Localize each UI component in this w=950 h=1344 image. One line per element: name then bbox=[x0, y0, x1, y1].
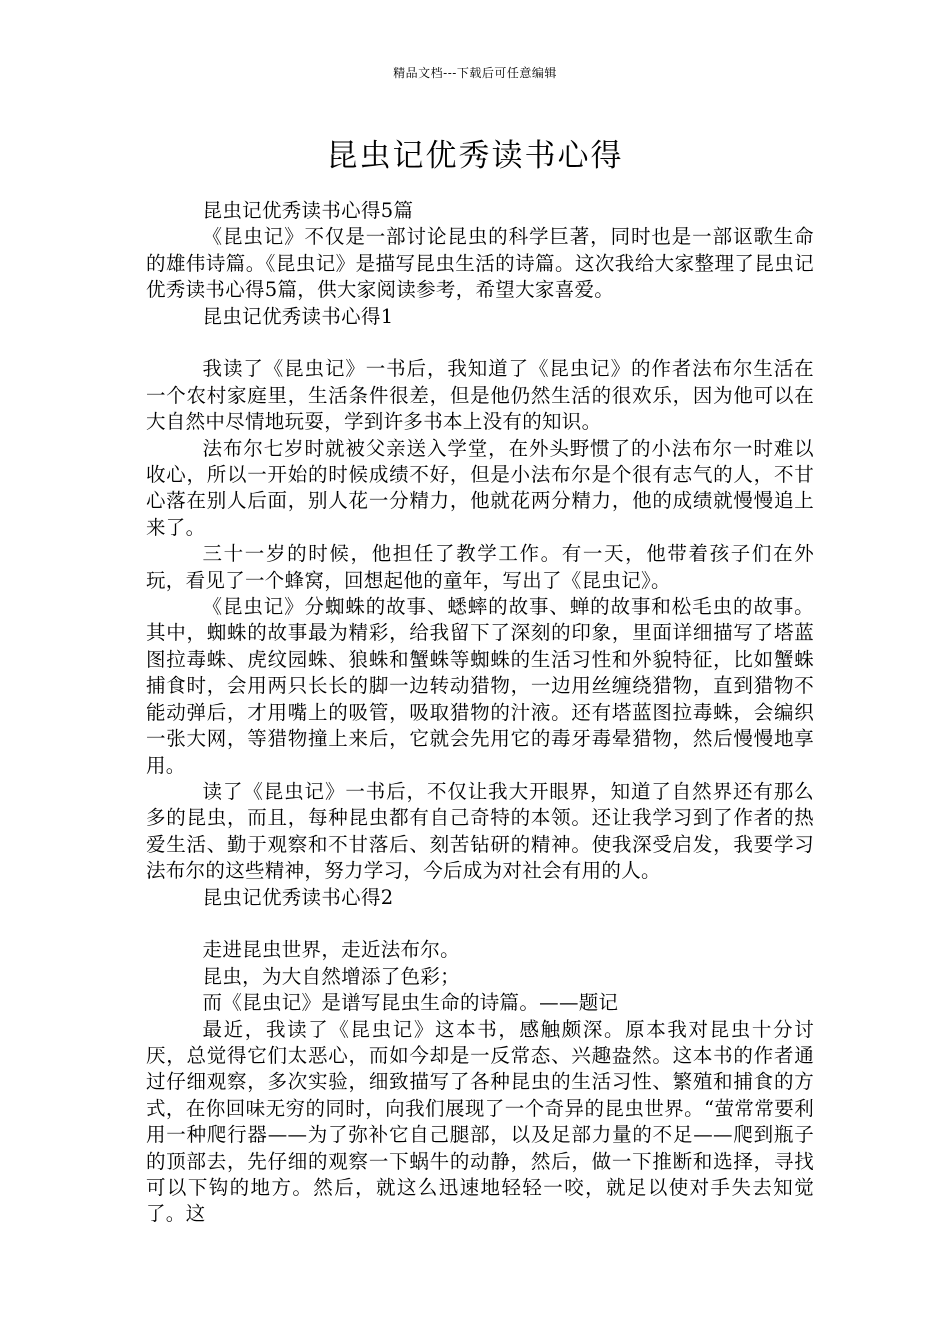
page-header-note: 精品文档---下载后可任意编辑 bbox=[393, 66, 557, 80]
paragraph: 《昆虫记》分蜘蛛的故事、蟋蟀的故事、蝉的故事和松毛虫的故事。其中，蜘蛛的故事最为精彩，给我留下了深刻的印象，里面详细描写了塔蓝图拉毒蛛、虎纹园蛛、狼蛛和蟹蛛等蜘蛛的生活习性和外貌特征，比如蟹蛛捕食时，会用两只长长的脚一边转动猎物，一边用丝缠绕猎物，直到猎物不能动弹后，才用嘴上的吸管，吸取猎物的汁液。还有塔蓝图拉毒蛛，会编织一张大网，等猎物撞上来后，它就会先用它的毒牙毒晕猎物，然后慢慢地享用。 bbox=[146, 595, 814, 777]
blank-line bbox=[146, 911, 814, 937]
blank-line bbox=[146, 330, 814, 356]
paragraph: 读了《昆虫记》一书后，不仅让我大开眼界，知道了自然界还有那么多的昆虫，而且，每种昆虫都有自己奇特的本领。还让我学习到了作者的热爱生活、勤于观察和不甘落后、刻苦钻研的精神。使我深受启发，我要学习法布尔的这些精神，努力学习，今后成为对社会有用的人。 bbox=[146, 779, 814, 883]
paragraph: 昆虫，为大自然增添了色彩； bbox=[202, 964, 460, 988]
intro-paragraph: 《昆虫记》不仅是一部讨论昆虫的科学巨著，同时也是一部讴歌生命的雄伟诗篇。《昆虫记》是描写昆虫生活的诗篇。这次我给大家整理了昆虫记优秀读书心得5篇，供大家阅读参考，希望大家喜爱。 bbox=[146, 225, 814, 302]
document-body bbox=[146, 198, 814, 1228]
paragraph: 我读了《昆虫记》一书后，我知道了《昆虫记》的作者法布尔生活在一个农村家庭里，生活条件很差，但是他仍然生活的很欢乐，因为他可以在大自然中尽情地玩耍，学到许多书本上没有的知识。 bbox=[146, 357, 814, 434]
section-heading-1: 昆虫记优秀读书心得1 bbox=[202, 304, 394, 328]
paragraph: 最近，我读了《昆虫记》这本书，感触颇深。原本我对昆虫十分讨厌，总觉得它们太恶心，而如今却是一反常态、兴趣盎然。这本书的作者通过仔细观察，多次实验，细致描写了各种昆虫的生活习性、繁殖和捕食的方式，在你回味无穷的同时，向我们展现了一个奇异的昆虫世界。“萤常常要利用一种爬行器——为了弥补它自己腿部，以及足部力量的不足——爬到瓶子的顶部去，先仔细的观察一下蜗牛的动静，然后，做一下推断和选择，寻找可以下钩的地方。然后，就这么迅速地轻轻一咬，就足以使对手失去知觉了。这 bbox=[146, 1017, 814, 1226]
intro-heading: 昆虫记优秀读书心得5篇 bbox=[202, 199, 414, 222]
paragraph: 法布尔七岁时就被父亲送入学堂，在外头野惯了的小法布尔一时难以收心，所以一开始的时候成绩不好，但是小法布尔是个很有志气的人，不甘心落在别人后面，别人花一分精力，他就花两分精力，他的成绩就慢慢追上来了。 bbox=[146, 436, 814, 539]
epigraph: 而《昆虫记》是谱写昆虫生命的诗篇。——题记 bbox=[202, 991, 619, 1015]
section-heading-2: 昆虫记优秀读书心得2 bbox=[202, 885, 394, 909]
document-title: 昆虫记优秀读书心得 bbox=[326, 138, 624, 174]
paragraph: 三十一岁的时候，他担任了教学工作。有一天，他带着孩子们在外玩，看见了一个蜂窝，回想起他的童年，写出了《昆虫记》。 bbox=[146, 542, 814, 592]
paragraph: 走进昆虫世界，走近法布尔。 bbox=[202, 938, 460, 962]
